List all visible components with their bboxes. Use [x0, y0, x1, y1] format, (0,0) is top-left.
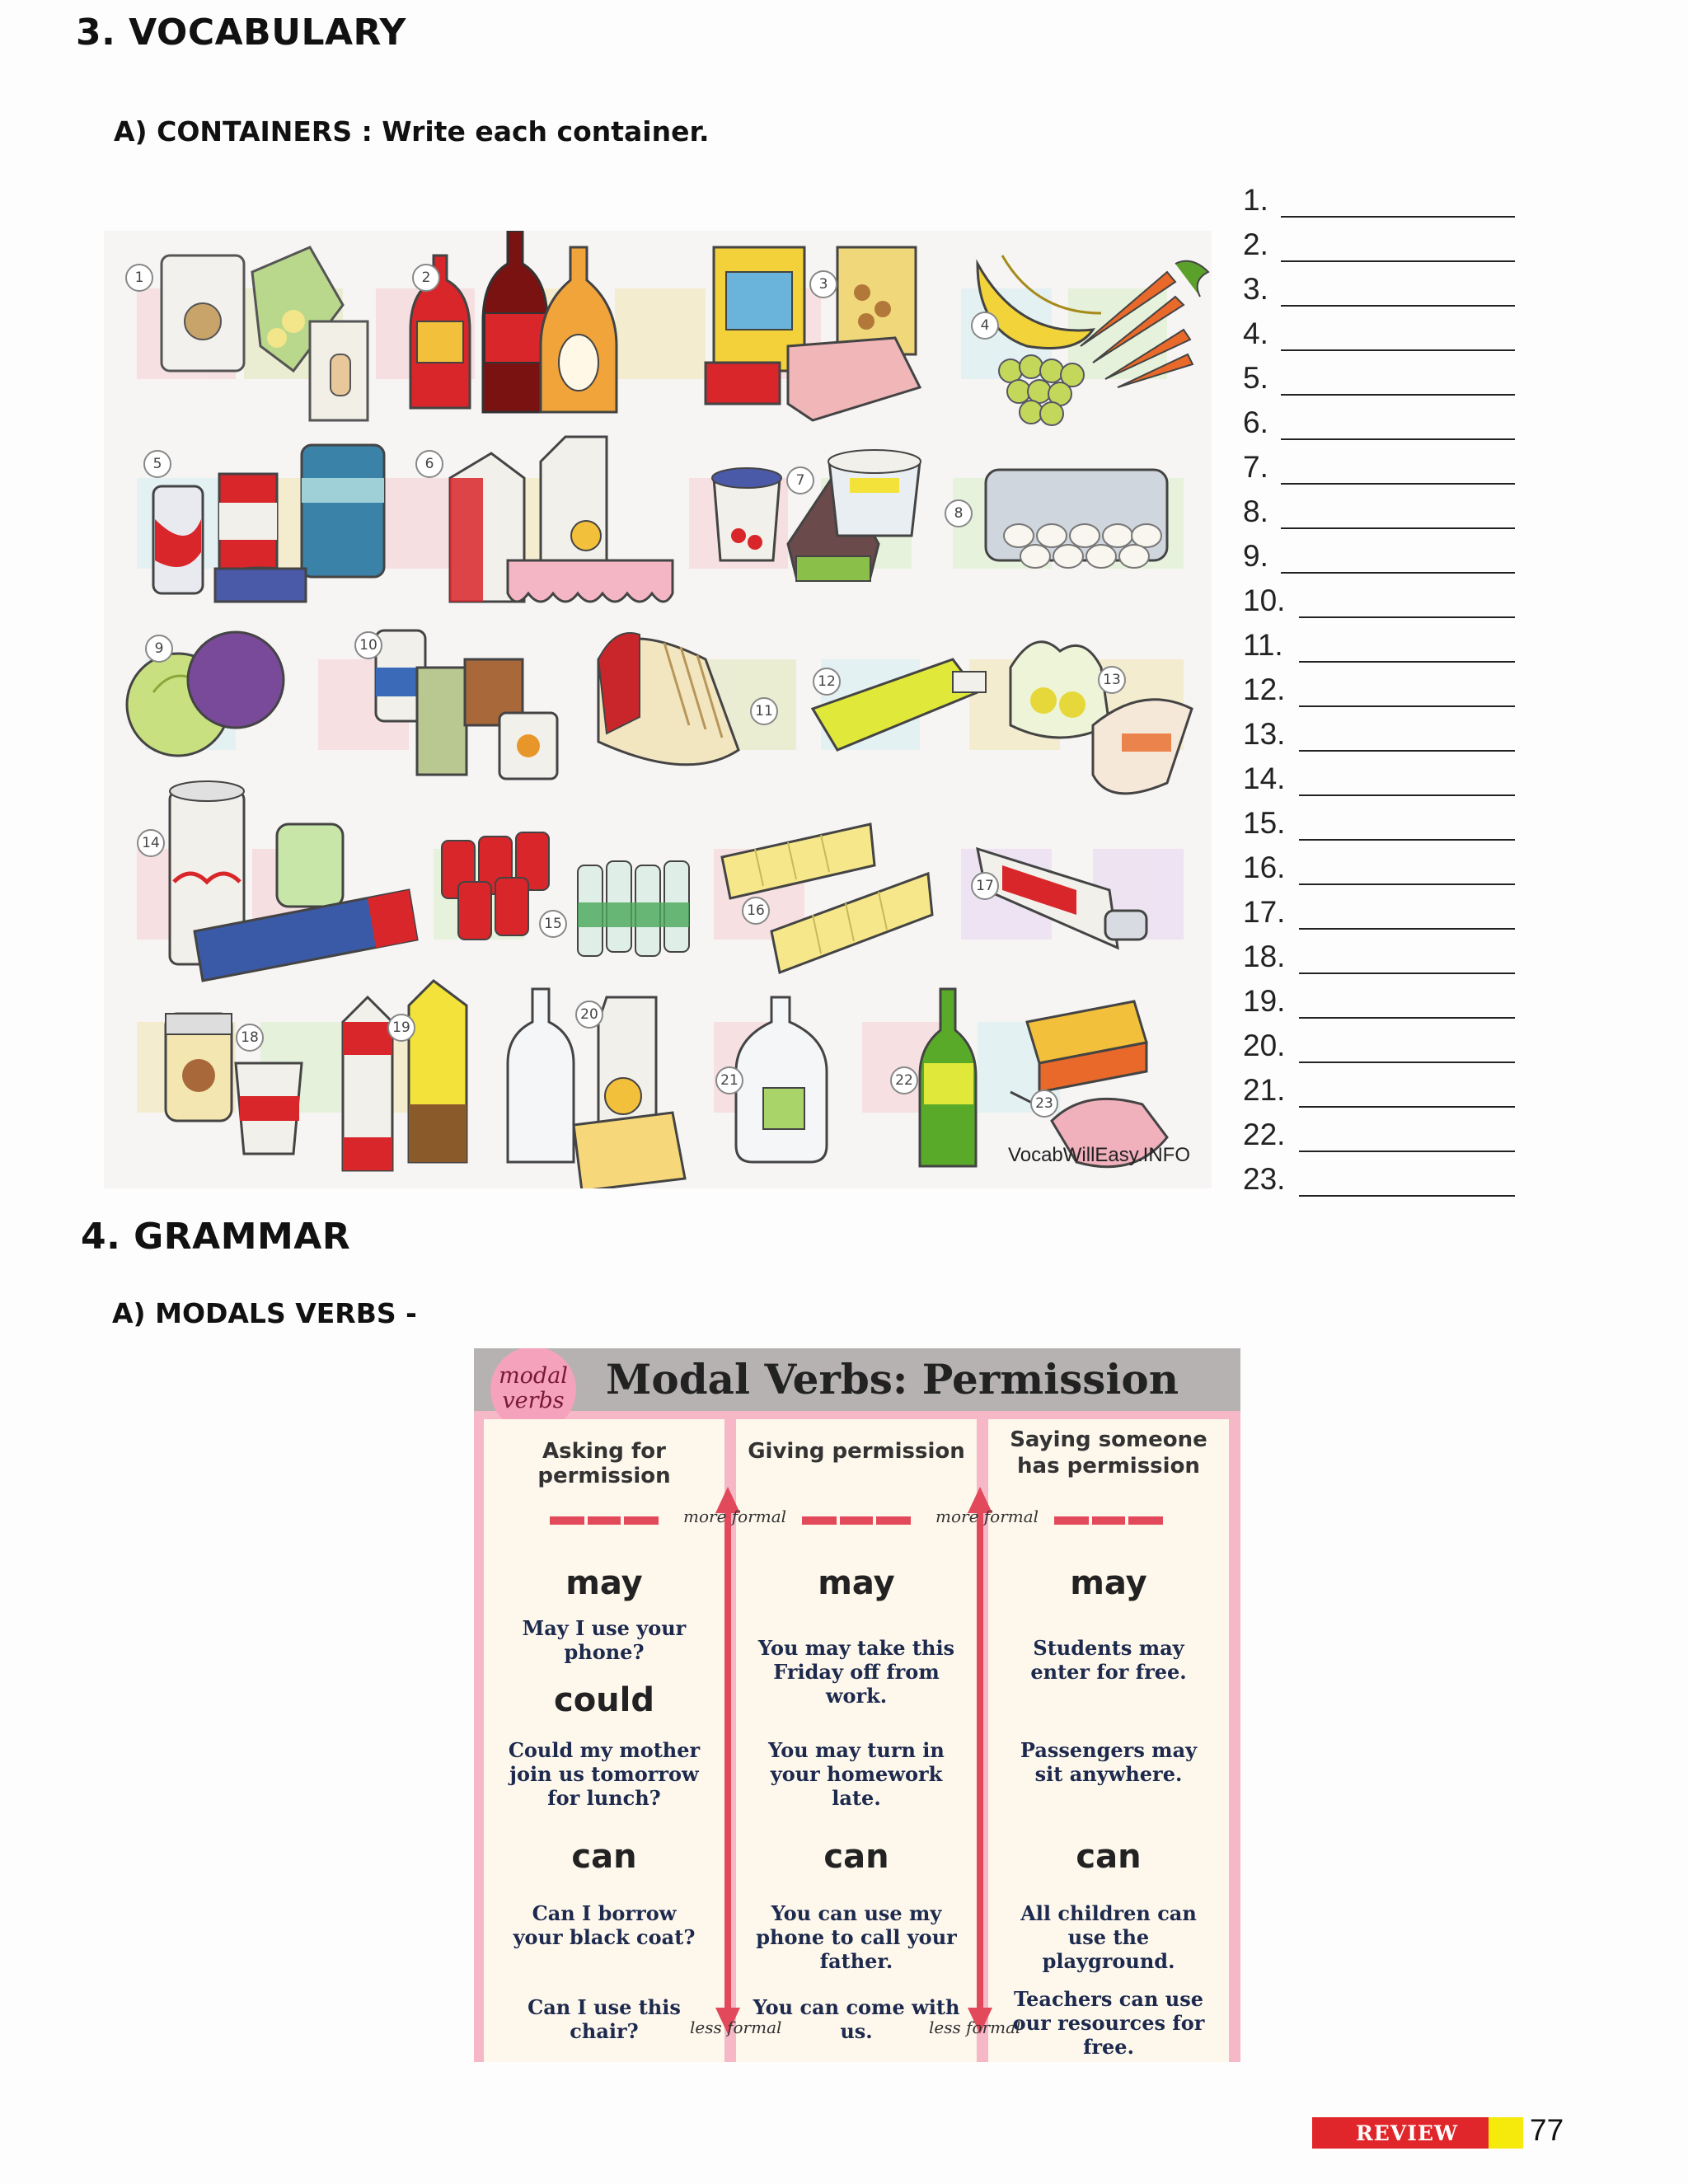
answer-line[interactable] — [1299, 1195, 1515, 1197]
answer-number: 1. — [1243, 183, 1268, 217]
grocery-items-drawing — [104, 231, 1212, 1188]
item-number: 9 — [145, 635, 173, 663]
answer-row[interactable] — [1243, 1024, 1515, 1068]
item-number: 8 — [945, 499, 973, 527]
less-formal-label: less formal — [929, 2018, 1021, 2037]
example-sentence: You may take this Friday off from work. — [757, 1636, 955, 1708]
item-number: 16 — [742, 897, 770, 925]
page-number: 77 — [1530, 2113, 1564, 2147]
answer-line[interactable] — [1281, 305, 1515, 307]
item-number: 3 — [809, 270, 837, 298]
item-number: 19 — [387, 1014, 415, 1042]
example-sentence: All children can use the playground. — [1020, 1901, 1197, 1973]
modal-verb: may — [818, 1564, 895, 1602]
answer-row[interactable] — [1243, 1113, 1515, 1157]
answer-number: 10. — [1243, 583, 1286, 617]
item-number: 21 — [715, 1066, 743, 1094]
containers-illustration — [104, 231, 1212, 1188]
badge-line: modal — [499, 1363, 568, 1389]
item-number: 17 — [971, 872, 999, 900]
item-number: 5 — [143, 450, 171, 478]
answer-row[interactable] — [1243, 579, 1515, 623]
example-sentence: You can use my phone to call your father. — [756, 1901, 957, 1973]
containers-instruction: A) CONTAINERS : Write each container. — [114, 115, 710, 148]
answer-number: 21. — [1243, 1073, 1286, 1107]
item-number: 13 — [1098, 666, 1126, 694]
answer-number: 8. — [1243, 494, 1268, 528]
modal-verb: can — [571, 1838, 637, 1876]
badge-line: verbs — [502, 1388, 565, 1413]
item-number: 22 — [890, 1066, 918, 1094]
heading-underline — [550, 1516, 659, 1525]
answer-number: 6. — [1243, 405, 1268, 439]
answer-row[interactable] — [1243, 312, 1515, 356]
item-number: 12 — [813, 668, 841, 696]
answer-number: 4. — [1243, 316, 1268, 350]
example-sentence: May I use your phone? — [522, 1616, 687, 1664]
answer-number: 19. — [1243, 984, 1286, 1018]
answer-row[interactable] — [1243, 223, 1515, 267]
column-heading: Saying someone — [1010, 1427, 1207, 1452]
answer-number: 23. — [1243, 1162, 1286, 1196]
grammar-heading: 4. GRAMMAR — [81, 1216, 351, 1258]
item-number: 6 — [415, 450, 443, 478]
answer-line[interactable] — [1299, 972, 1515, 974]
item-number: 1 — [125, 264, 153, 292]
less-formal-label: less formal — [690, 2018, 782, 2037]
answer-row[interactable] — [1243, 979, 1515, 1024]
heading-underline — [802, 1516, 911, 1525]
example-sentence: Can I use this chair? — [528, 1995, 681, 2043]
answer-row[interactable] — [1243, 1157, 1515, 1202]
example-sentence: You may turn in your homework late. — [768, 1738, 945, 1810]
answer-line[interactable] — [1281, 483, 1515, 485]
example-sentence: Passengers may sit anywhere. — [1020, 1738, 1198, 1786]
answer-row[interactable] — [1243, 178, 1515, 223]
item-number: 18 — [236, 1024, 264, 1052]
formality-arrow-shaft — [724, 1510, 731, 2021]
answer-row[interactable] — [1243, 356, 1515, 401]
modal-verb: can — [823, 1838, 889, 1876]
modals-heading: A) MODALS VERBS - — [112, 1297, 417, 1329]
answer-line[interactable] — [1281, 572, 1515, 574]
example-sentence: Could my mother join us tomorrow for lunch? — [508, 1738, 701, 1810]
example-sentence: Teachers can use our resources for free. — [1012, 1987, 1205, 2059]
answer-row[interactable] — [1243, 935, 1515, 979]
column-heading: Asking for permission — [537, 1439, 671, 1488]
review-tab — [1312, 2117, 1502, 2149]
column-heading: has permission — [1017, 1454, 1200, 1479]
example-sentence: You can come with us. — [753, 1995, 960, 2043]
answer-row[interactable] — [1243, 401, 1515, 445]
answer-number: 14. — [1243, 762, 1286, 795]
answer-number: 9. — [1243, 539, 1268, 573]
item-number: 10 — [354, 631, 382, 659]
answer-line[interactable] — [1299, 1106, 1515, 1108]
modal-verb: may — [1070, 1564, 1147, 1602]
modal-verb: could — [553, 1681, 654, 1719]
answer-line[interactable] — [1281, 394, 1515, 396]
answer-row[interactable] — [1243, 890, 1515, 935]
answer-line[interactable] — [1299, 1017, 1515, 1019]
answer-row[interactable] — [1243, 534, 1515, 579]
answer-line[interactable] — [1299, 839, 1515, 841]
item-number: 14 — [137, 829, 165, 857]
more-formal-label: more formal — [935, 1507, 1039, 1526]
answer-line[interactable] — [1281, 260, 1515, 262]
answer-row[interactable] — [1243, 846, 1515, 890]
answer-row[interactable] — [1243, 623, 1515, 668]
answer-line[interactable] — [1299, 616, 1515, 618]
formality-arrow-shaft — [977, 1510, 983, 2021]
answer-number: 15. — [1243, 806, 1286, 840]
item-number: 7 — [786, 466, 814, 494]
answer-row[interactable] — [1243, 801, 1515, 846]
answer-number: 12. — [1243, 673, 1286, 706]
answer-line[interactable] — [1281, 349, 1515, 351]
answer-number: 11. — [1243, 628, 1283, 662]
answer-row[interactable] — [1243, 712, 1515, 757]
answer-line[interactable] — [1299, 1151, 1515, 1152]
modal-verb: can — [1076, 1838, 1142, 1876]
answer-line[interactable] — [1299, 1062, 1515, 1063]
modal-verbs-chart — [474, 1348, 1240, 2062]
answer-line[interactable] — [1281, 438, 1515, 440]
answer-number: 13. — [1243, 717, 1286, 751]
column-heading: Giving permission — [748, 1439, 965, 1464]
answer-line[interactable] — [1281, 216, 1515, 218]
chart-header — [474, 1348, 1240, 1411]
answer-number: 20. — [1243, 1029, 1286, 1062]
answer-line[interactable] — [1299, 883, 1515, 885]
answer-number: 5. — [1243, 361, 1268, 395]
item-number: 15 — [539, 910, 567, 938]
answer-line[interactable] — [1299, 928, 1515, 930]
item-number: 20 — [575, 1001, 603, 1029]
answer-row[interactable] — [1243, 757, 1515, 801]
vocabulary-heading: 3. VOCABULARY — [76, 12, 406, 54]
answer-number: 7. — [1243, 450, 1268, 484]
watermark: VocabWillEasy.INFO — [1008, 1144, 1190, 1166]
answer-number: 3. — [1243, 272, 1268, 306]
answer-row[interactable] — [1243, 1068, 1515, 1113]
example-sentence: Can I borrow your black coat? — [513, 1901, 696, 1949]
answer-line[interactable] — [1299, 705, 1515, 707]
answer-line[interactable] — [1281, 527, 1515, 529]
item-number: 4 — [971, 312, 999, 340]
item-number: 11 — [750, 697, 778, 725]
chart-title: Modal Verbs: Permission — [606, 1355, 1179, 1404]
answer-number: 16. — [1243, 851, 1286, 884]
answer-number: 2. — [1243, 227, 1268, 261]
item-number: 2 — [412, 264, 440, 292]
answer-line[interactable] — [1299, 794, 1515, 796]
answer-number: 22. — [1243, 1118, 1286, 1151]
heading-underline — [1054, 1516, 1163, 1525]
answer-number: 17. — [1243, 895, 1286, 929]
answer-line[interactable] — [1299, 750, 1515, 752]
answer-row[interactable] — [1243, 668, 1515, 712]
answer-row[interactable] — [1243, 490, 1515, 534]
review-label: REVIEW — [1355, 2121, 1459, 2145]
example-sentence: Students may enter for free. — [1030, 1636, 1187, 1684]
answer-row[interactable] — [1243, 267, 1515, 312]
answer-line[interactable] — [1299, 661, 1515, 663]
answer-number: 18. — [1243, 940, 1286, 973]
answer-row[interactable] — [1243, 445, 1515, 490]
modal-verb: may — [565, 1564, 643, 1602]
more-formal-label: more formal — [683, 1507, 787, 1526]
review-accent — [1489, 2117, 1523, 2149]
item-number: 23 — [1030, 1090, 1058, 1118]
